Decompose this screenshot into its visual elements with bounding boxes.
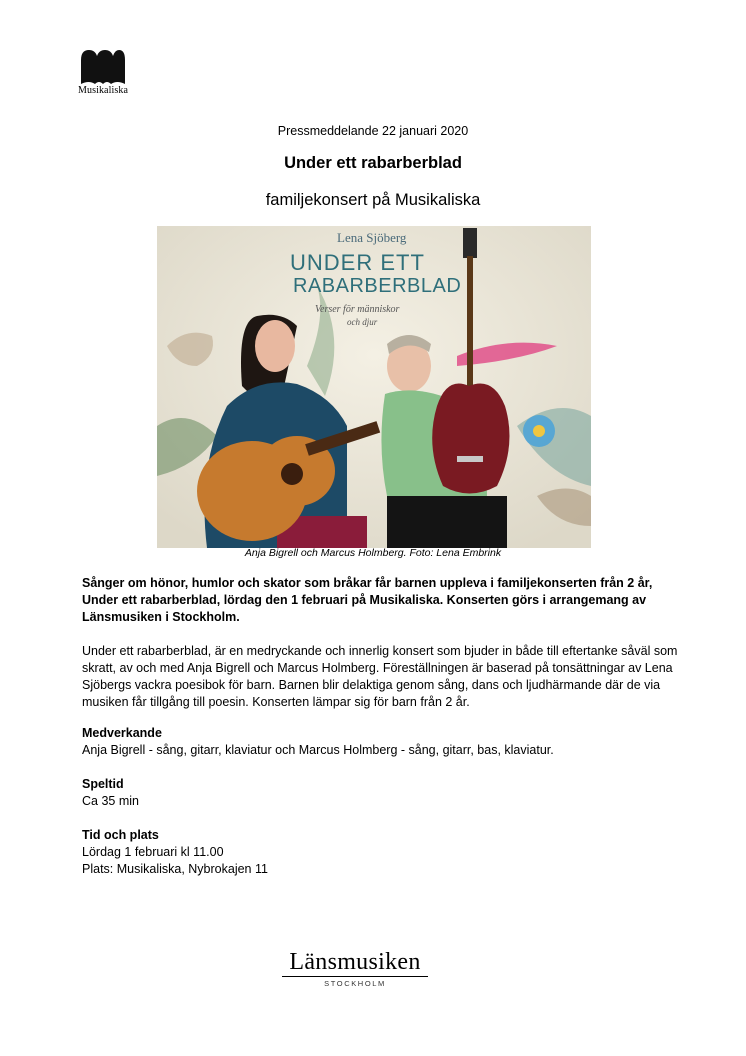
section-line: Anja Bigrell - sång, gitarr, klaviatur och Marcus Holmberg - sång, gitarr, bas, klaviatur. [82, 743, 554, 757]
footer-logo-sub: STOCKHOLM [324, 979, 386, 988]
logo-text: Musikaliska [78, 85, 128, 96]
book-subtitle-line-2: och djur [347, 317, 378, 327]
section-line: Ca 35 min [82, 794, 139, 808]
book-title-line-1: UNDER ETT [290, 250, 425, 275]
section-heading: Speltid [82, 777, 124, 791]
section-time-place [82, 827, 682, 878]
musikaliska-logo [70, 50, 136, 96]
lead-paragraph: Sånger om hönor, humlor och skator som bråkar får barnen uppleva i familjekonserten från 2 år, Under ett rabarberblad, lördag den 1 februari på Musikaliska. Konserten görs i arrangemang av Länsmusiken i Stockholm. [82, 576, 653, 624]
section-duration [82, 776, 682, 810]
concert-photo [157, 226, 591, 548]
section-heading: Tid och plats [82, 828, 159, 842]
page-subtitle: familjekonsert på Musikaliska [265, 191, 481, 209]
footer-divider [282, 976, 428, 977]
footer-logo-name: Länsmusiken [289, 949, 421, 975]
book-title-line-2: RABARBERBLAD [293, 275, 462, 297]
section-line: Plats: Musikaliska, Nybrokajen 11 [82, 862, 268, 876]
section-line: Lördag 1 februari kl 11.00 [82, 845, 224, 859]
section-heading: Medverkande [82, 726, 162, 740]
book-author: Lena Sjöberg [337, 230, 407, 245]
book-subtitle-line-1: Verser för människor [315, 304, 400, 315]
section-performers [82, 725, 682, 759]
photo-caption: Anja Bigrell och Marcus Holmberg. Foto: Lena Embrink [244, 547, 502, 559]
body-paragraph: Under ett rabarberblad, är en medryckande och innerlig konsert som bjuder in både till eftertanke såväl som skratt, av och med Anja Bigrell och Marcus Holmberg. Föreställningen är baserad på tonsättningar av Lena Sjöbergs vackra poesibok för barn. Barnen blir delaktiga genom sång, dans och ljudhärmande där de via musiken får tillgång till poesin. Konserten lämpar sig för barn från 2 år. [82, 644, 678, 709]
dateline: Pressmeddelande 22 januari 2020 [277, 124, 469, 138]
lansmusiken-logo [270, 950, 440, 988]
musikaliska-logo-icon [81, 50, 125, 84]
page-title: Under ett rabarberblad [284, 154, 462, 172]
flower-center [533, 425, 545, 437]
